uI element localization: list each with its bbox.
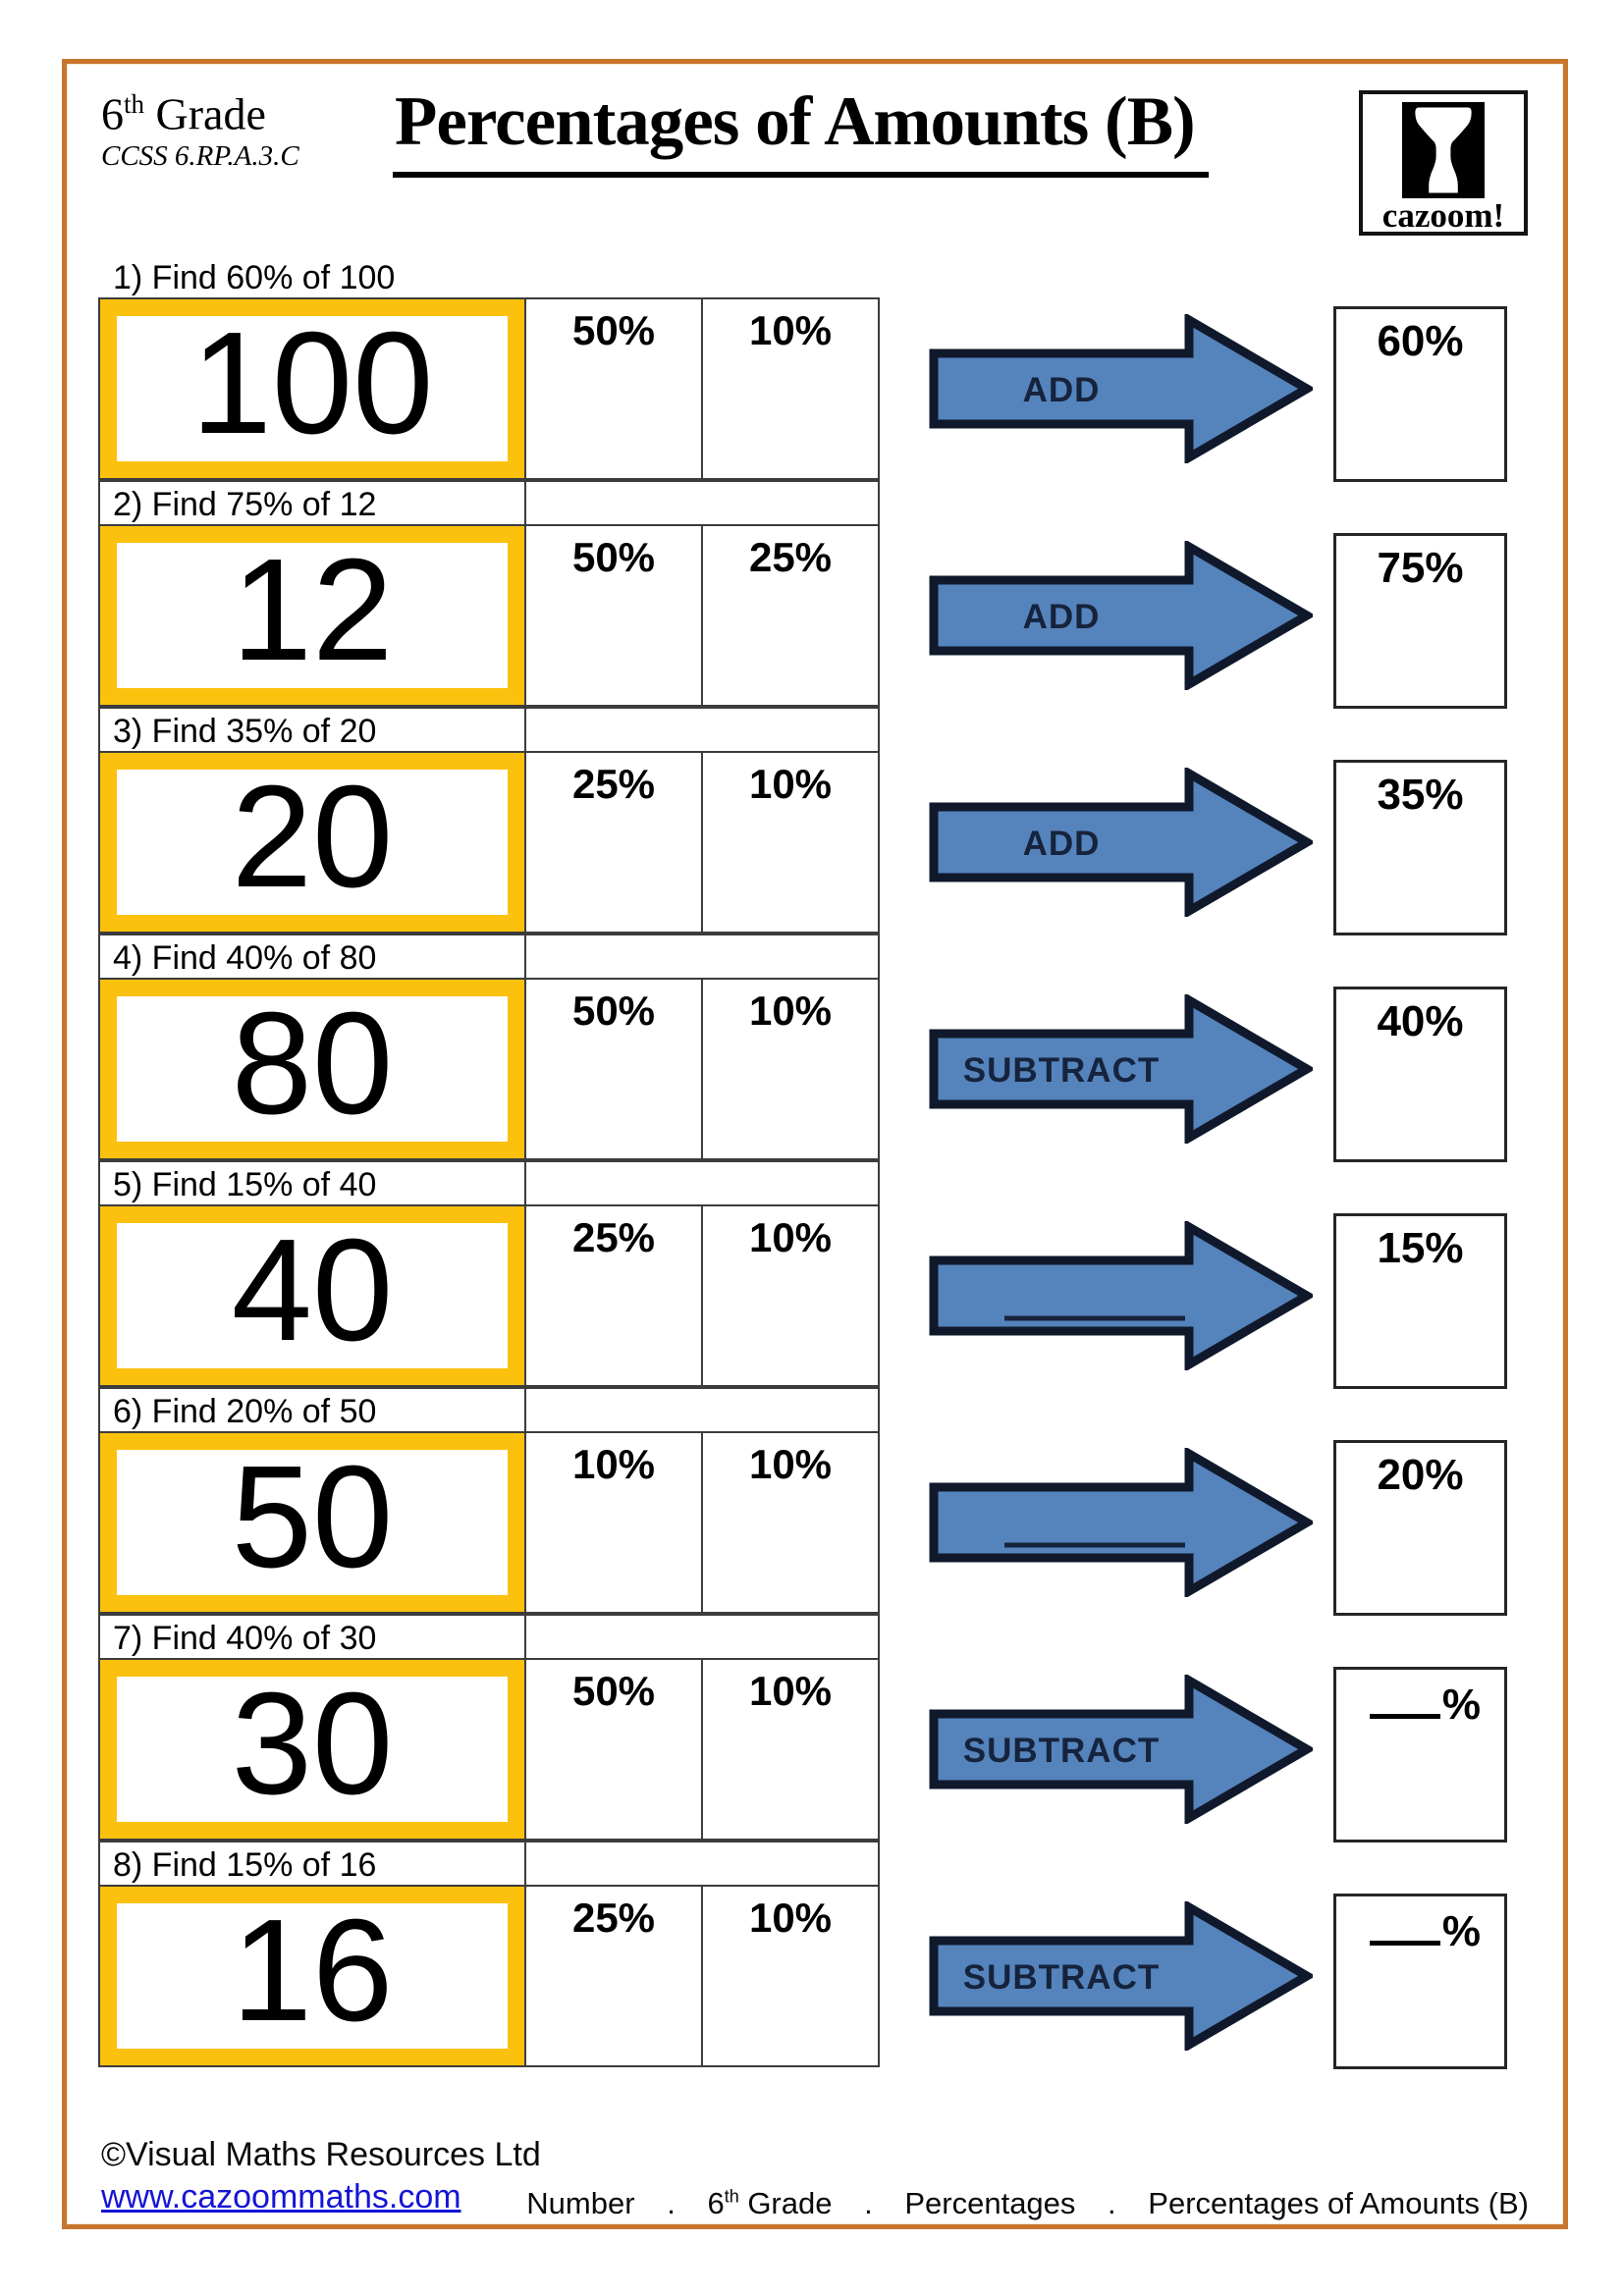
question-label: 2) Find 75% of 12	[98, 480, 526, 526]
amount-box	[98, 1658, 526, 1841]
question-label-spacer-cell	[526, 480, 880, 526]
amount-box	[98, 751, 526, 934]
amount-box	[98, 524, 526, 707]
answer-box[interactable]	[1333, 1213, 1507, 1389]
question-label: 8) Find 15% of 16	[98, 1841, 526, 1887]
percent-cell-2[interactable]: 10%	[701, 751, 880, 934]
operation-arrow-icon	[928, 1675, 1313, 1824]
page-title: Percentages of Amounts (B)	[393, 82, 1209, 178]
percent-cell-1[interactable]: 50%	[524, 524, 703, 707]
question-main-row	[98, 524, 880, 707]
djembe-drum-icon	[1402, 102, 1485, 198]
question-label: 1) Find 60% of 100	[98, 253, 526, 299]
question-main-row	[98, 978, 880, 1160]
copyright-text: ©Visual Maths Resources Ltd	[101, 2136, 541, 2173]
question-label: 6) Find 20% of 50	[98, 1387, 526, 1433]
answer-box[interactable]	[1333, 987, 1507, 1162]
question-label-spacer-cell	[526, 1160, 880, 1206]
answer-percent-label: 15%	[1377, 1224, 1464, 1272]
operation-arrow-icon	[928, 1901, 1313, 2051]
operation-arrow-icon	[928, 994, 1313, 1144]
breadcrumb	[526, 2186, 1529, 2221]
question-label-row	[98, 480, 880, 526]
question-label: 7) Find 40% of 30	[98, 1614, 526, 1660]
answer-percent-label: 20%	[1377, 1451, 1464, 1499]
percent-cell-1[interactable]: 25%	[524, 1204, 703, 1387]
percent-cell-2[interactable]: 10%	[701, 978, 880, 1160]
operation-arrow-label: SUBTRACT	[962, 1958, 1161, 1997]
breadcrumb-separator: .	[864, 2186, 873, 2220]
percent-cell-2[interactable]: 10%	[701, 297, 880, 480]
question-block	[98, 480, 1528, 709]
breadcrumb-item: 6th Grade	[707, 2186, 833, 2220]
question-block	[98, 1841, 1528, 2069]
percent-cell-2[interactable]: 10%	[701, 1431, 880, 1614]
answer-box[interactable]	[1333, 533, 1507, 709]
question-label-row	[98, 707, 880, 753]
amount-value: 20	[117, 770, 508, 915]
percent-cell-2[interactable]: 10%	[701, 1204, 880, 1387]
question-label-row	[98, 1841, 880, 1887]
amount-box	[98, 978, 526, 1160]
question-label-row	[98, 1160, 880, 1206]
question-block	[98, 1160, 1528, 1389]
question-label-row	[98, 1614, 880, 1660]
breadcrumb-item: Percentages	[904, 2186, 1076, 2220]
answer-percent-label: %	[1441, 1681, 1481, 1729]
question-block	[98, 934, 1528, 1162]
question-label-row	[98, 934, 880, 980]
cazoom-logo-text: cazoom!	[1381, 196, 1505, 235]
answer-blank-line	[1370, 1678, 1440, 1719]
ccss-standard-label: CCSS 6.RP.A.3.C	[101, 139, 299, 172]
answer-box[interactable]	[1333, 306, 1507, 482]
question-main-row	[98, 297, 880, 480]
question-block	[98, 1614, 1528, 1842]
question-label-spacer-cell	[526, 1841, 880, 1887]
amount-box	[98, 1204, 526, 1387]
website-link[interactable]: www.cazoommaths.com	[101, 2178, 461, 2216]
question-label: 4) Find 40% of 80	[98, 934, 526, 980]
amount-box	[98, 1885, 526, 2067]
amount-value: 50	[117, 1450, 508, 1595]
question-label-spacer-cell	[526, 707, 880, 753]
breadcrumb-separator: .	[1108, 2186, 1116, 2220]
answer-box[interactable]	[1333, 760, 1507, 935]
answer-box[interactable]	[1333, 1667, 1507, 1842]
question-block	[98, 253, 1528, 482]
answer-box[interactable]	[1333, 1440, 1507, 1616]
amount-box	[98, 297, 526, 480]
grade-block	[101, 90, 299, 173]
operation-arrow-icon	[928, 1448, 1313, 1597]
question-main-row	[98, 1204, 880, 1387]
percent-cell-1[interactable]: 10%	[524, 1431, 703, 1614]
question-label-row	[98, 1387, 880, 1433]
percent-cell-2[interactable]: 10%	[701, 1885, 880, 2067]
percent-cell-1[interactable]: 50%	[524, 1658, 703, 1841]
operation-arrow-label: ADD	[1022, 598, 1101, 636]
answer-percent-label: 35%	[1377, 771, 1464, 819]
question-block	[98, 707, 1528, 935]
percent-cell-1[interactable]: 25%	[524, 1885, 703, 2067]
answer-blank-line	[1370, 1904, 1440, 1946]
question-main-row	[98, 1431, 880, 1614]
operation-arrow-label: SUBTRACT	[962, 1051, 1161, 1090]
amount-value: 16	[117, 1903, 508, 2049]
percent-cell-2[interactable]: 10%	[701, 1658, 880, 1841]
operation-arrow-icon	[928, 768, 1313, 917]
question-label: 3) Find 35% of 20	[98, 707, 526, 753]
amount-value: 100	[117, 316, 508, 461]
amount-value: 30	[117, 1677, 508, 1822]
grade-label: 6th Grade	[101, 88, 266, 139]
operation-arrow-label: ADD	[1022, 825, 1101, 863]
cazoom-logo	[1359, 90, 1528, 236]
amount-value: 40	[117, 1223, 508, 1368]
amount-box	[98, 1431, 526, 1614]
operation-arrow-icon	[928, 541, 1313, 690]
question-main-row	[98, 1885, 880, 2067]
question-label-spacer-cell	[526, 934, 880, 980]
question-block	[98, 1387, 1528, 1616]
question-label-row	[98, 253, 880, 299]
breadcrumb-item: Percentages of Amounts (B)	[1148, 2186, 1529, 2220]
percent-cell-2[interactable]: 25%	[701, 524, 880, 707]
operation-arrow-icon	[928, 1221, 1313, 1370]
amount-value: 80	[117, 996, 508, 1142]
answer-percent-label: 40%	[1377, 997, 1464, 1045]
percent-cell-1[interactable]: 50%	[524, 978, 703, 1160]
answer-percent-label: 60%	[1377, 317, 1464, 365]
question-main-row	[98, 1658, 880, 1841]
breadcrumb-item: Number	[526, 2186, 635, 2220]
percent-cell-1[interactable]: 50%	[524, 297, 703, 480]
question-label-spacer-cell	[526, 1614, 880, 1660]
answer-percent-label: %	[1441, 1907, 1481, 1955]
breadcrumb-separator: .	[667, 2186, 676, 2220]
operation-arrow-label: SUBTRACT	[962, 1732, 1161, 1770]
operation-arrow-icon	[928, 314, 1313, 463]
question-label-spacer-cell	[526, 1387, 880, 1433]
percent-cell-1[interactable]: 25%	[524, 751, 703, 934]
answer-percent-label: 75%	[1377, 544, 1464, 592]
answer-box[interactable]	[1333, 1894, 1507, 2069]
amount-value: 12	[117, 543, 508, 688]
operation-arrow-label: ADD	[1022, 371, 1101, 409]
question-label: 5) Find 15% of 40	[98, 1160, 526, 1206]
title-wrap	[393, 82, 1209, 178]
question-main-row	[98, 751, 880, 934]
